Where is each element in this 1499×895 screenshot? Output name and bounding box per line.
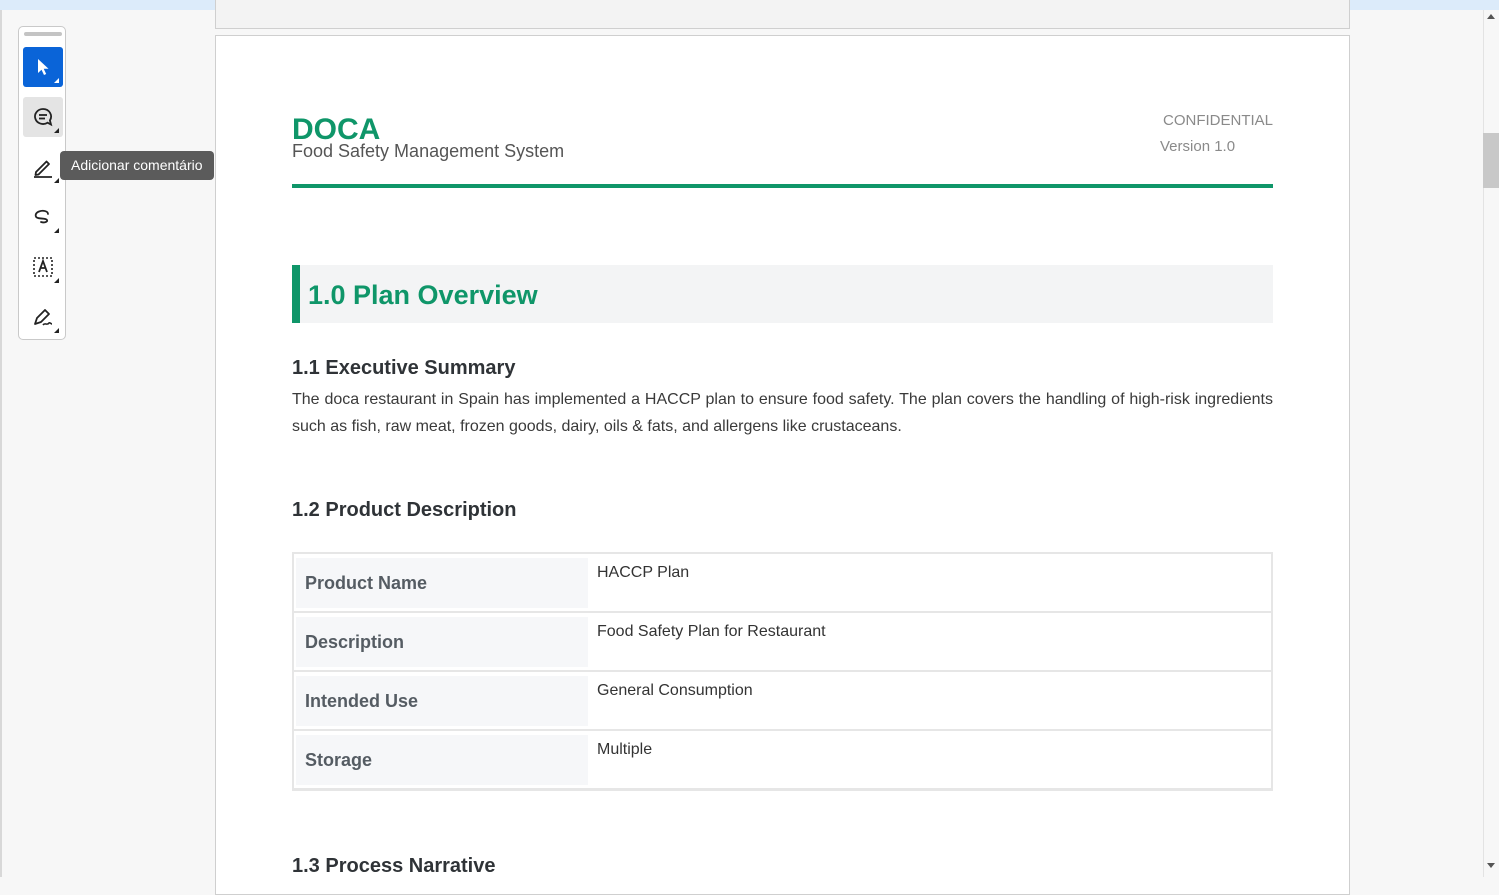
sign-tool-button[interactable]: [23, 297, 63, 337]
product-description-heading: 1.2 Product Description: [292, 499, 517, 521]
document-page: [215, 35, 1350, 895]
header-divider: [292, 184, 1273, 188]
left-border: [0, 10, 2, 877]
pen-icon: [31, 155, 55, 179]
tool-options-corner: [54, 328, 59, 333]
signature-icon: [31, 305, 55, 329]
toolbar-drag-handle[interactable]: [24, 32, 62, 36]
draw-tool-button[interactable]: [23, 197, 63, 237]
process-narrative-heading: 1.3 Process Narrative: [292, 855, 496, 877]
table-value: Multiple: [597, 741, 653, 758]
section-title: 1.0 Plan Overview: [308, 280, 538, 310]
executive-summary-heading: 1.1 Executive Summary: [292, 357, 516, 379]
add-comment-tool-button[interactable]: [23, 97, 63, 137]
scrollbar-thumb[interactable]: [1483, 133, 1499, 188]
select-tool-button[interactable]: [23, 47, 63, 87]
table-row: [294, 672, 1271, 731]
table-label: Product Name: [296, 558, 588, 608]
version-label: Version 1.0: [1160, 138, 1236, 155]
text-box-tool-button[interactable]: [23, 247, 63, 287]
tooltip: Adicionar comentário: [60, 151, 214, 180]
tool-options-corner: [54, 228, 59, 233]
scroll-up-arrow-icon[interactable]: [1487, 14, 1495, 19]
annotation-toolbar: [18, 26, 66, 340]
brand-title: DOCA: [292, 113, 381, 146]
table-value: General Consumption: [597, 682, 753, 699]
table-label: Storage: [296, 735, 588, 785]
table-label: Description: [296, 617, 588, 667]
section-header: [292, 265, 1273, 323]
table-value: HACCP Plan: [597, 564, 690, 581]
text-box-icon: [31, 255, 55, 279]
executive-summary-text: The doca restaurant in Spain has implemented a HACCP plan to ensure food safety. The plan covers the handling of high-risk ingredients such as fish, raw meat, frozen goods, dairy, oils & fats, and allergens like crustaceans.: [292, 391, 1273, 435]
table-row: [294, 554, 1271, 613]
comment-icon: [31, 105, 55, 129]
table-value: Food Safety Plan for Restaurant: [597, 623, 826, 640]
freehand-icon: [31, 205, 55, 229]
tool-options-corner: [54, 128, 59, 133]
tool-options-corner: [54, 178, 59, 183]
table-label: Intended Use: [296, 676, 588, 726]
brand-subtitle: Food Safety Management System: [292, 141, 565, 161]
confidential-label: CONFIDENTIAL: [1162, 112, 1273, 129]
tool-options-corner: [54, 278, 59, 283]
previous-page: [215, 0, 1350, 29]
product-description-table: [292, 552, 1273, 791]
tool-options-corner: [54, 78, 59, 83]
highlight-tool-button[interactable]: [23, 147, 63, 187]
table-row: [294, 731, 1271, 790]
scroll-down-arrow-icon[interactable]: [1487, 863, 1495, 868]
cursor-arrow-icon: [31, 55, 55, 79]
table-row: [294, 613, 1271, 672]
